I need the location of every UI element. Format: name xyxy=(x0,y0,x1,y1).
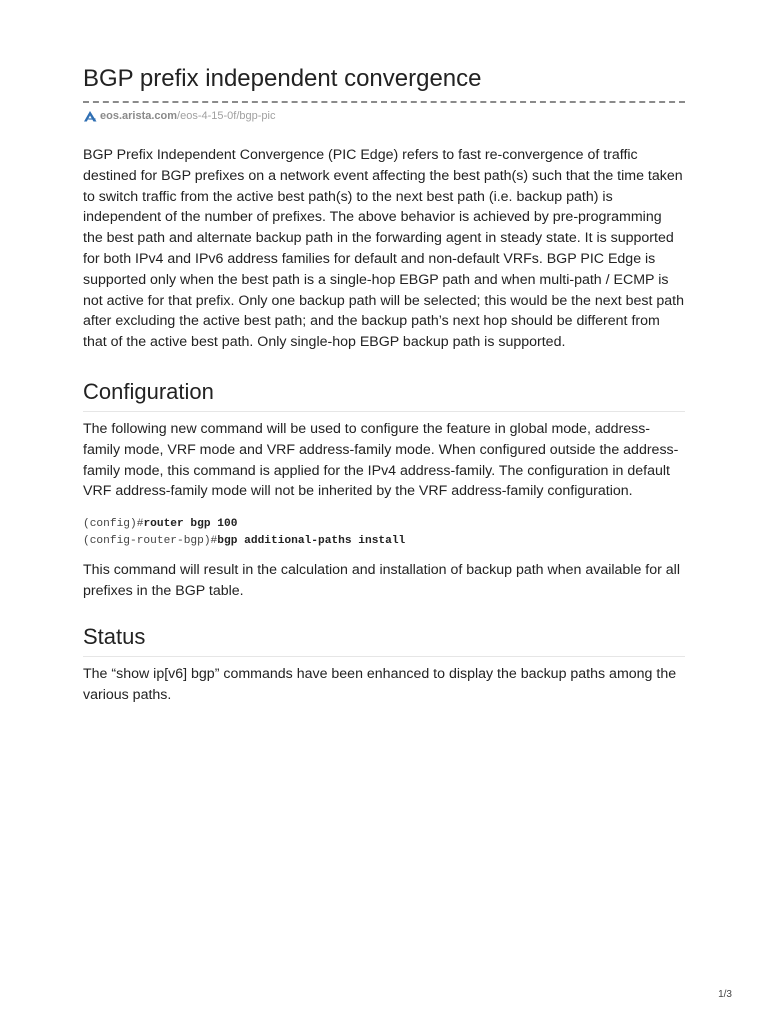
code-line xyxy=(83,516,685,533)
status-divider xyxy=(83,656,685,657)
source-path[interactable]: /eos-4-15-0f/bgp-pic xyxy=(177,110,276,122)
configuration-result-paragraph: This command will result in the calculation and installation of backup path when available for all prefixes in the BGP table. xyxy=(83,562,680,599)
page-title: BGP prefix independent convergence xyxy=(83,65,482,92)
code-prompt: (config-router-bgp)# xyxy=(83,535,218,548)
status-heading: Status xyxy=(83,623,146,649)
page-number: 1/3 xyxy=(718,989,732,1000)
source-domain[interactable]: eos.arista.com xyxy=(100,110,178,122)
intro-paragraph: BGP Prefix Independent Convergence (PIC Edge) refers to fast re-convergence of traffic destined for BGP prefixes on a network event affecting the best path(s) such that the time taken to switch traffic from the active best path(s) to the next best path (i.e. backup path) is independent of the number of prefixes. The above behavior is achieved by pre-programming the best path and alternate backup path in the forwarding agent in steady state. It is supported for both IPv4 and IPv6 address families for default and non-default VRFs. BGP PIC Edge is supported only when the best path is a single-hop EBGP path and when multi-path / ECMP is not active for that prefix. Only one backup path will be selected; this would be the next best path after excluding the active best path; and the backup path’s next hop should be different from that of the active best path. Only single-hop EBGP backup path is supported. xyxy=(83,147,684,351)
title-dashed-divider xyxy=(83,101,685,103)
configuration-paragraph: The following new command will be used to configure the feature in global mode, address-family mode, VRF mode and VRF address-family mode. When configured outside the address-family mode, this command is applied for the IPv4 address-family. The configuration in default VRF address-family mode will not be inherited by the VRF address-family configuration. xyxy=(83,420,679,500)
code-block xyxy=(83,516,685,550)
code-command: bgp additional-paths install xyxy=(217,535,406,548)
source-link[interactable] xyxy=(83,109,685,123)
configuration-divider xyxy=(83,411,685,412)
configuration-heading: Configuration xyxy=(83,378,214,404)
code-prompt: (config)# xyxy=(83,518,144,531)
arista-logo-icon xyxy=(83,110,98,122)
status-paragraph: The “show ip[v6] bgp” commands have been enhanced to display the backup paths among the various paths. xyxy=(83,665,677,703)
document-page xyxy=(83,62,685,705)
code-line xyxy=(83,533,685,550)
code-command: router bgp 100 xyxy=(143,518,238,531)
